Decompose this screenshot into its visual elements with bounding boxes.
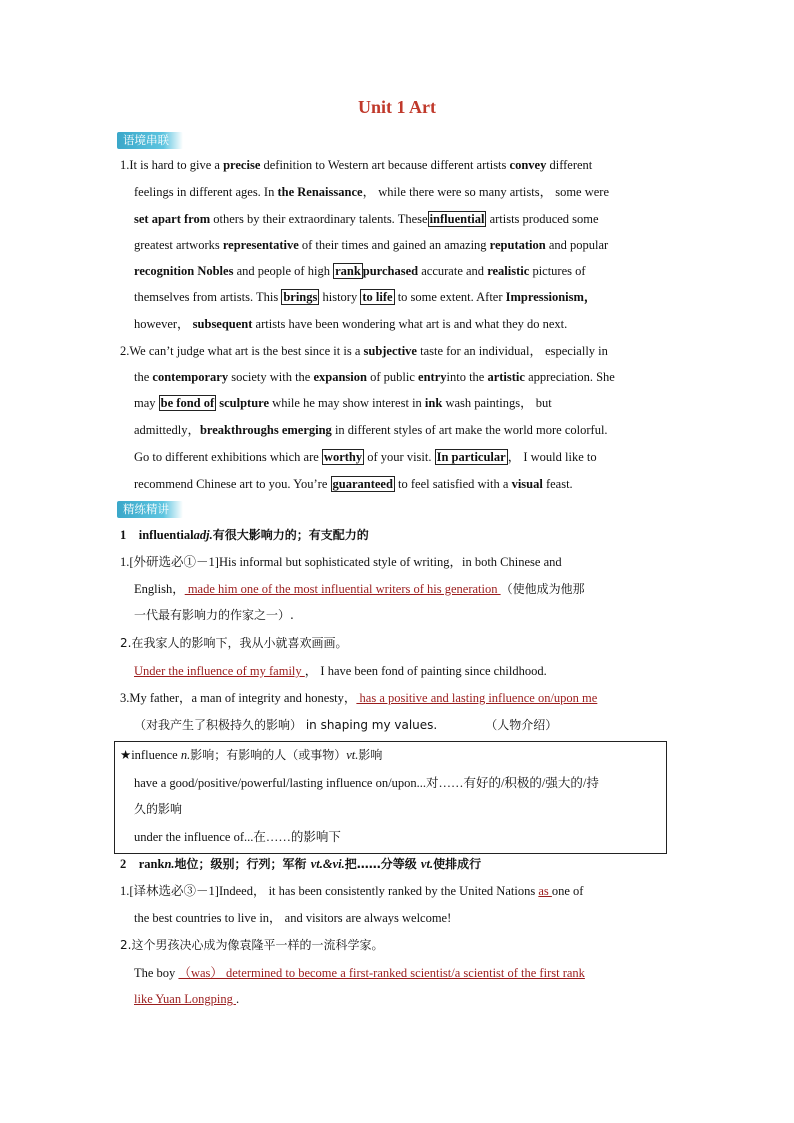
s2-q2-answer-line1: The boy （was） determined to become a first-ranked scientist/a scientist of the first rank (134, 966, 585, 980)
p1-line6: themselves from artists. This brings history to life to some extent. After Impressionism， (134, 290, 597, 304)
s1-q3-line2: （对我产生了积极持久的影响） in shaping my values. （人物介绍） (134, 718, 558, 732)
s2-heading: 2 rankn.地位；级别；行列；军衔 vt.&vi.把……分等级 vt.使排成行 (120, 857, 482, 871)
p1-line1: 1.It is hard to give a precise definition to Western art because different artists convey different (120, 158, 593, 172)
s2-q2-answer-line2: like Yuan Longping . (134, 992, 240, 1006)
p1-line3: set apart from others by their extraordinary talents. These influential artists produced some (134, 212, 599, 226)
p1-line4: greatest artworks representative of their times and gained an amazing reputation and popular (134, 238, 609, 252)
p2-line5: Go to different exhibitions which are worthy of your visit. In particular ， I would like to (134, 450, 597, 464)
page-title: Unit 1 Art (358, 97, 436, 117)
s2-q2: 2.这个男孩决心成为像袁隆平一样的一流科学家。 (120, 938, 384, 952)
s1-q2-answer-line: Under the influence of my family ， I have been fond of painting since childhood. (134, 664, 547, 678)
s1-heading: 1 influentialadj.有很大影响力的；有支配力的 (120, 528, 369, 542)
p2-line1: 2.We can’t judge what art is the best since it is a subjective taste for an individual， especially in (120, 344, 608, 358)
p1-line2: feelings in different ages. In the Renaissance， while there were so many artists， some were (134, 185, 610, 199)
s1-q1-line3: 一代最有影响力的作家之一）. (134, 608, 294, 622)
section-tag-context: 语境串联 (117, 132, 183, 149)
s2-q1-line2: the best countries to live in， and visitors are always welcome! (134, 911, 452, 925)
p2-line4: admittedly，breakthroughs emerging in different styles of art make the world more colorful. (134, 423, 608, 437)
note-line2: have a good/positive/powerful/lasting influence on/upon...对……有好的/积极的/强大的/持 (134, 776, 599, 790)
p2-line2: the contemporary society with the expansion of public entryinto the artistic appreciation. She (134, 370, 615, 384)
s1-q1-line1: 1.[外研选必①－1]His informal but sophisticated style of writing，in both Chinese and (120, 555, 562, 569)
note-line1: ★influence n.影响；有影响的人（或事物）vt.影响 (120, 748, 383, 762)
p2-line6: recommend Chinese art to you. You’re guaranteed to feel satisfied with a visual feast. (134, 477, 573, 491)
p1-line7: however， subsequent artists have been wondering what art is and what they do next. (134, 317, 568, 331)
s2-q1-line1: 1.[译林选必③－1]Indeed， it has been consistently ranked by the United Nations as one of (120, 884, 584, 898)
s1-q2: 2.在我家人的影响下，我从小就喜欢画画。 (120, 636, 348, 650)
section-tag-practice: 精练精讲 (117, 501, 183, 518)
note-line4: under the influence of...在……的影响下 (134, 830, 341, 844)
usage-note-box (114, 741, 667, 854)
s1-q3-line1: 3.My father，a man of integrity and honesty， has a positive and lasting influence on/upon me (120, 691, 598, 705)
p1-line5: recognition Nobles and people of high rank purchased accurate and realistic pictures of (134, 264, 586, 278)
note-line3: 久的影响 (134, 802, 183, 816)
s1-q1-line2: English， made him one of the most influential writers of his generation （使他成为他那 (134, 582, 585, 596)
p2-line3: may be fond of sculpture while he may show interest in ink wash paintings， but (134, 396, 552, 410)
